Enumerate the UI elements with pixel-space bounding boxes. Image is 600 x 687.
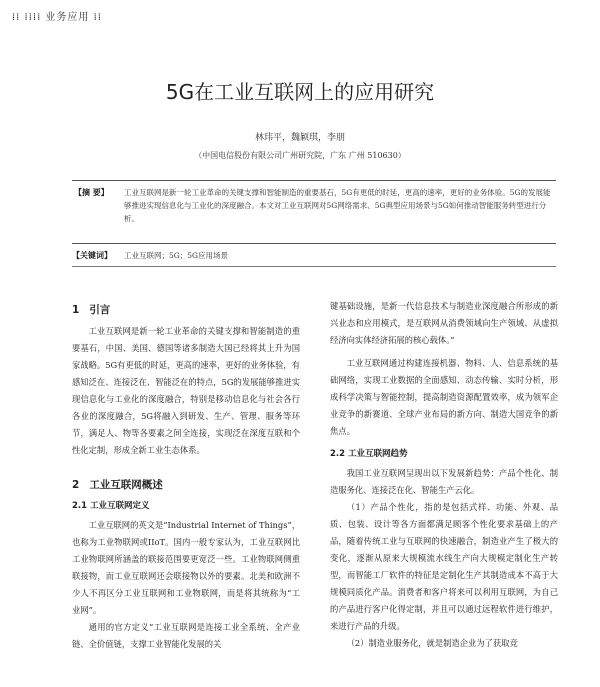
subsection-heading-2-1: 2.1 工业互联网定义 <box>72 501 150 511</box>
article-affiliation: （中国电信股份有限公司广州研究院，广东 广州 510630） <box>194 151 406 160</box>
paragraph: （2）制造业服务化，就是制造企业为了获取竞 <box>346 638 518 648</box>
left-column <box>72 302 300 653</box>
article-authors: 林玮平，魏颖琪，李朋 <box>254 133 345 143</box>
abstract-text: 工业互联网是新一轮工业革命的关键支撑和智能制造的重要基石，5G有更低的时延，更高的速率，更好的业务体验。5G的发展能够推进实现信息化与工业化的深度融合。本文对工业互联网对5G网络需求、5G典型应用场景与5G如何推动智能服务转型进行分析。 <box>124 188 551 223</box>
abstract-box <box>72 180 556 244</box>
paragraph: 工业互联网通过构建连接机器、物料、人、信息系统的基础网络，实现工业数据的全面感知、动态传输、实时分析，形成科学决策与智能控制，提高制造资源配置效率，成为领军企业竞争的新赛道、全球产业布局的新方向、制造大国竞争的新焦点。 <box>330 358 558 436</box>
section-heading-2: 2 工业互联网概述 <box>72 479 163 491</box>
paragraph: 工业互联网是新一轮工业革命的关键支撑和智能制造的重要基石，中国、美国、德国等诸多制造大国已经将其上升为国家战略。5G有更低的时延，更高的速率，更好的业务体验，有感知泛在、连接泛在、智能泛在的特点，5G的发展能够推进实现信息化与工业化的深度融合，特别是移动信息化与社会各行各业的深度融合，5G将融入到研发、生产、管理、服务等环节，满足人、物等各要素之间全连接，实现泛在深度互联和个性化定制，形成全新工业生态体系。 <box>72 326 300 455</box>
section-header: ⁞⁞ ⁞⁞⁞⁞ 业务应用 ⁞⁞ <box>12 12 102 23</box>
article-title: 5G在工业互联网上的应用研究 <box>165 80 435 104</box>
paragraph: 我国工业互联网呈现出以下发展新趋势：产品个性化、制造服务化、连接泛在化、智能生产云化。 <box>330 468 558 495</box>
right-column <box>330 298 558 652</box>
paragraph: （1）产品个性化，指的是包括式样、功能、外观、品质、包装、设计等各方面都满足顾客个性化要求基础上的产品，随着传统工业与互联网的快速融合，制造业产生了极大的变化，逐渐从原来大规模流水线生产向大规模定制化生产转型，而智能工厂软件的特征是定制化生产其制造成本不高于大规模同质化产品。消费者和客户将来可以利用互联网，为自己的产品进行客户化得定制，并且可以通过远程软件进行维护，来进行产品的升级。 <box>330 502 558 631</box>
paragraph: 键基础设施，是新一代信息技术与制造业深度融合所形成的新兴业态和应用模式，是互联网从消费领域向生产领域、从虚拟经济向实体经济拓展的核心载体。” <box>330 301 558 345</box>
paragraph: 工业互联网的英文是“Industrial Internet of Things”，也称为工业物联网或IIoT。国内一般专家认为，工业互联网比工业物联网所涵盖的联接范围要更宽泛一些。工业物联网侧重联接物，而工业互联网还会联接物以外的要素。北美和欧洲不少人不再区分工业互联网和工业物联网，而是将其统称为“工业网”。 <box>72 520 300 615</box>
paragraph: 通用的官方定义“工业互联网是连接工业全系统、全产业链、全价值链，支撑工业智能化发展的关 <box>72 622 300 649</box>
keywords-text: 工业互联网；5G；5G应用场景 <box>124 251 229 260</box>
abstract-label: 【摘 要】 <box>74 188 109 197</box>
subsection-heading-2-2: 2.2 工业互联网趋势 <box>330 449 408 459</box>
divider <box>72 266 556 267</box>
keywords-label: 【关键词】 <box>72 251 112 260</box>
section-heading-1: 1 引言 <box>72 304 111 316</box>
